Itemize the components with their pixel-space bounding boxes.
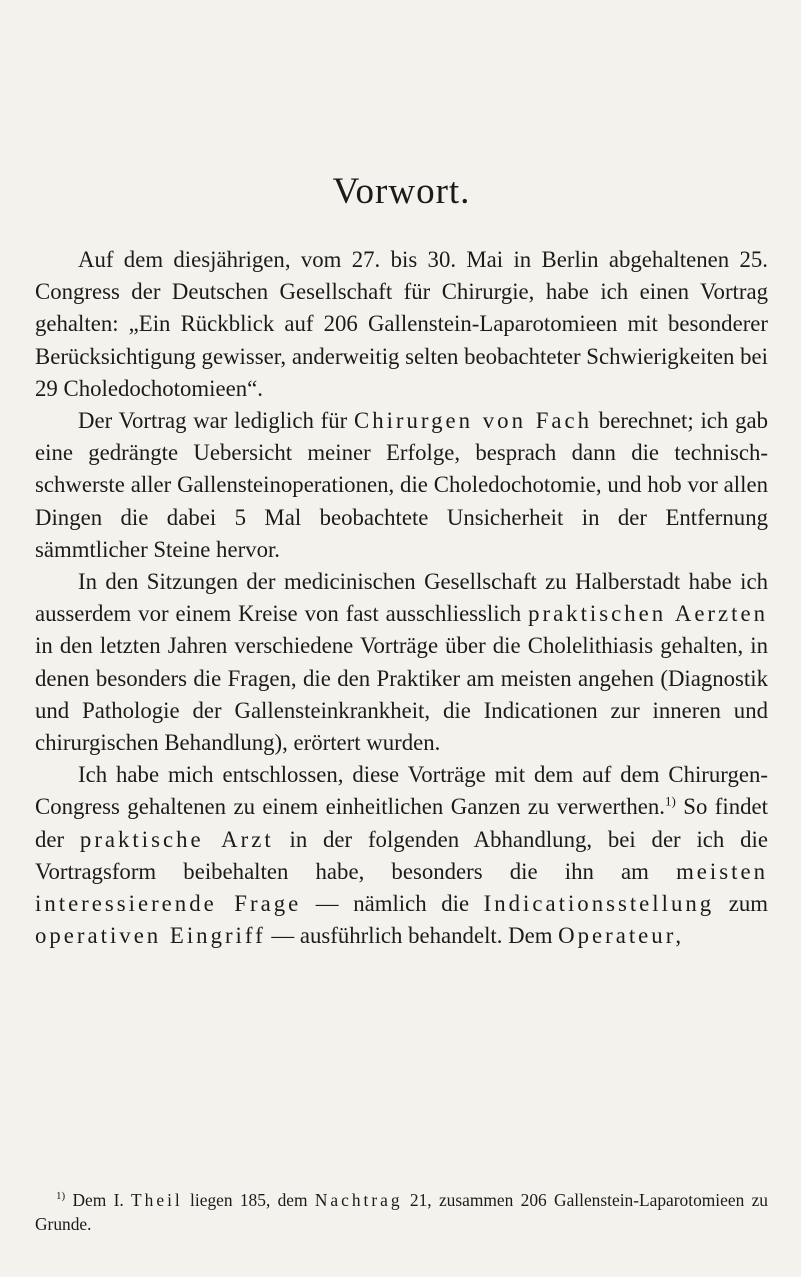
emphasis-text: Indicationsstellung: [483, 891, 715, 917]
text-segment: berechnet; ich gab eine gedrängte Uebersicht meiner Erfolge, besprach dann die technisch-schwerste aller Gallensteinoperationen, die Choledochotomie, und hob vor allen Dingen die dabei 5 Mal beobachtete Unsicherheit in der Entfernung sämmtlicher Steine hervor.: [35, 408, 768, 562]
footnote: [35, 1188, 768, 1236]
footnote-reference: 1): [665, 793, 676, 809]
text-segment: zum: [714, 891, 768, 917]
page-title: Vorwort.: [332, 171, 471, 212]
text-segment: In den Sitzungen der medicinischen Gesellschaft zu Halberstadt habe ich ausserdem vor einem Kreise von fast ausschliesslich: [35, 569, 768, 627]
paragraph-3: [35, 566, 768, 759]
text-segment: in der folgenden Abhandlung, bei der ich die Vortragsform beibehalten habe, besonders die ihn am: [35, 826, 768, 884]
paragraph-2: [35, 405, 768, 566]
text-segment: Dem I.: [65, 1190, 132, 1210]
emphasis-text: Nachtrag: [314, 1190, 403, 1210]
paragraph-4: [35, 759, 768, 952]
text-segment: — ausführlich behandelt. Dem: [265, 923, 559, 949]
emphasis-text: meisten interessierende Frage: [35, 858, 768, 917]
footnote-mark: 1): [56, 1190, 66, 1203]
text-segment: So findet der: [35, 794, 768, 852]
preface-body: [35, 244, 768, 952]
emphasis-text: Operateur,: [558, 923, 685, 949]
emphasis-text: Theil: [131, 1190, 183, 1210]
text-segment: — nämlich die: [301, 891, 484, 917]
text-segment: in den letzten Jahren verschiedene Vorträge über die Cholelithiasis gehalten, in denen besonders die Fragen, die den Praktiker am meisten angehen (Diagnostik und Pathologie der Gallensteinkrankheit, die Indicationen zur inneren und chirurgischen Behandlung), erörtert wurden.: [35, 633, 768, 756]
text-segment: liegen 185, dem: [182, 1190, 315, 1210]
text-segment: Ich habe mich entschlossen, diese Vorträge mit dem auf dem Chirurgen-Congress gehaltenen zu einem einheitlichen Ganzen zu verwerthen.: [35, 762, 768, 820]
text-segment: Der Vortrag war lediglich für: [78, 408, 354, 434]
paragraph-1: Auf dem diesjährigen, vom 27. bis 30. Mai in Berlin abgehaltenen 25. Congress der Deutschen Gesellschaft für Chirurgie, habe ich einen Vortrag gehalten: „Ein Rückblick auf 206 Gallenstein-Laparotomieen mit besonderer Berücksichtigung gewisser, anderweitig selten beobachteter Schwierigkeiten bei 29 Choledochotomieen“.: [35, 247, 768, 401]
emphasis-text: Chirurgen von Fach: [354, 408, 593, 434]
text-segment: 21, zusammen 206 Gallenstein-Laparotomieen zu Grunde.: [35, 1190, 768, 1234]
emphasis-text: operativen Eingriff: [35, 923, 266, 949]
emphasis-text: praktische Arzt: [79, 826, 274, 852]
emphasis-text: praktischen Aerzten: [528, 601, 768, 627]
